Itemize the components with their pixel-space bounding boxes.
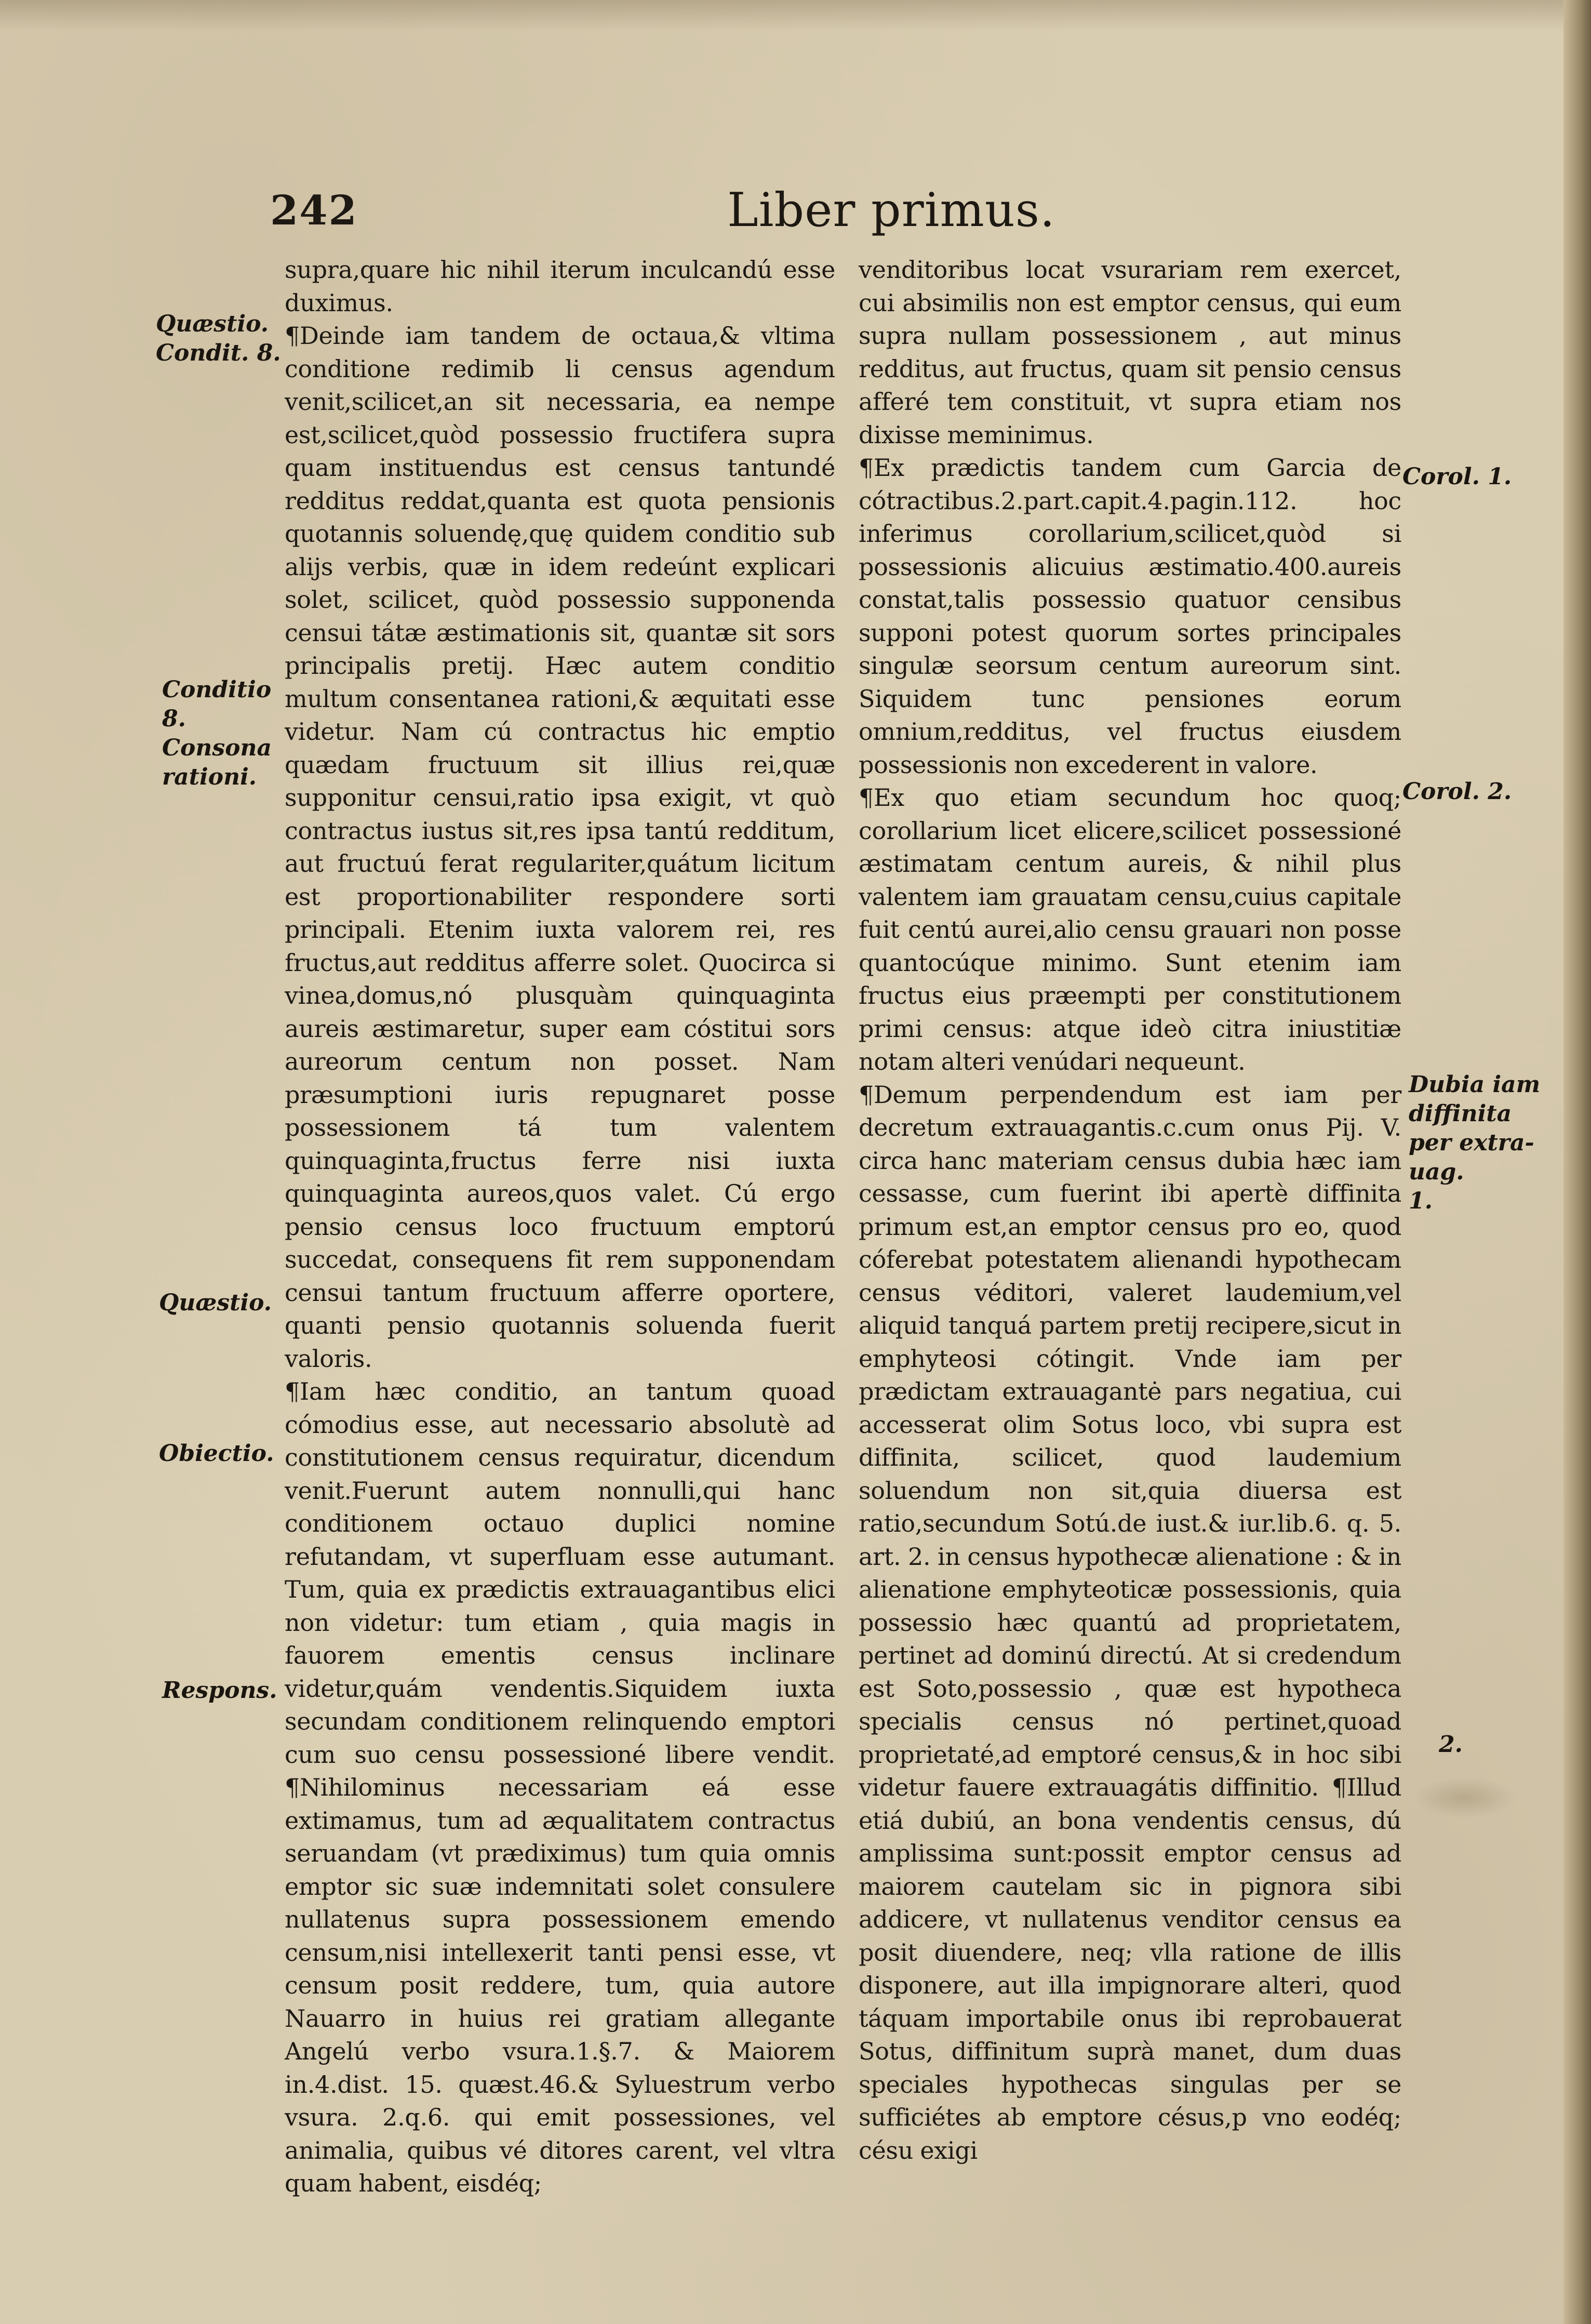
marginal-note: Quæstio. (159, 1290, 272, 1316)
page-edge (1563, 0, 1591, 2324)
marginal-note: Corol. 1. (1402, 463, 1512, 490)
page-number: 242 (270, 187, 358, 234)
paragraph: ¶Demum perpendendum est iam per decretum extrauagantis.c.cum onus Pij. V. circa hanc materiam census dubia hæc iam cessasse, cum fuerint ibi apertè diffinita primum est,an emptor census pro eo, quod cóferebat potestatem alienandi hypothecam census véditori, valeret laudemium,vel aliquid tanquá partem pretij recipere,sicut in emphyteosi cótingit. Vnde iam per prædictam extrauagantė pars negatiua, cui accesserat olim Sotus loco, vbi supra est diffinita, scilicet, quod laudemium soluendum non sit,quia diuersa est ratio,secundum Sotú.de iust.& iur.lib.6. q. 5. art. 2. in census hypothecæ alienatione : & in alienatione emphyteoticæ possessionis, quia possessio hæc quantú ad proprietatem, pertinet ad dominú directú. At si credendum est Soto,possessio , quæ est hypotheca specialis census nó pertinet,quoad proprietaté,ad emptoré census,& in hoc sibi videtur fauere extrauagátis diffinitio. ¶Illud etiá dubiú, an bona vendentis census, dú amplissima sunt:possit emptor census ad maiorem cautelam sic in pignora sibi addicere, vt nullatenus venditor census ea posit diuendere, neq; vlla ratione de illis disponere, aut illa impignorare alteri, quod táquam importabile onus ibi reprobauerat Sotus, diffinitum suprà manet, dum duas speciales hypothecas singulas per se sufficiétes ab emptore césus,p vno eodéq; césu exigi (859, 1080, 1401, 2164)
marginal-note: Respons. (162, 1677, 277, 1704)
page-shading (0, 0, 1591, 31)
running-title: Liber primus. (727, 183, 1055, 237)
running-header (270, 183, 1402, 249)
left-text-column (285, 254, 835, 2197)
paper-stain (1413, 1777, 1517, 1818)
marginal-note: 2. (1439, 1731, 1463, 1758)
paragraph: ¶Ex quo etiam secundum hoc quoq; corollarium licet elicere,scilicet possessioné æstimatam centum aureis, & nihil plus valentem iam grauatam censu,cuius capitale fuit centú aurei,alio censu grauari non posse quantocúque minimo. Sunt etenim iam fructus eius præempti per constitutionem primi census: atque ideò citra iniustitiæ notam alteri venúdari nequeunt. (859, 783, 1401, 1075)
paragraph: supra,quare hic nihil iterum inculcandú esse duximus. (285, 256, 835, 317)
paragraph: ¶Ex prædictis tandem cum Garcia de cótractibus.2.part.capit.4.pagin.112. hoc inferimus corollarium,scilicet,quòd si possessionis alicuius æstimatio.400.aureis constat,talis possessio quatuor censibus supponi potest quorum sortes principales singulæ seorsum centum aureorum sint. Siquidem tunc pensiones eorum omnium,redditus, vel fructus eiusdem possessionis non excederent in valore. (859, 454, 1401, 779)
marginal-note: Quæstio. Condit. 8. (156, 311, 281, 366)
paragraph: ¶Iam hæc conditio, an tantum quoad cómodius esse, aut necessario absolutè ad constitutionem census requiratur, dicendum venit.Fuerunt autem nonnulli,qui hanc conditionem octauo duplici nomine refutandam, vt superfluam esse autumant. Tum, quia ex prædictis extrauagantibus elici non videtur: tum etiam , quia magis in fauorem ementis census inclinare videtur,quám vendentis.Siquidem iuxta secundam conditionem relinquendo emptori cum suo censu possessioné libere vendit. ¶Nihilominus necessariam eá esse extimamus, tum ad æqualitatem contractus seruandam (vt prædiximus) tum quia omnis emptor sic suæ indemnitati solet consulere nullatenus supra possessionem emendo censum,nisi intellexerit tanti pensi esse, vt censum posit reddere, tum, quia autore Nauarro in huius rei gratiam allegante Angelú verbo vsura.1.§.7. & Maiorem in.4.dist. 15. quæst.46.& Syluestrum verbo vsura. 2.q.6. qui emit possessiones, vel animalia, quibus vé ditores carent, vel vltra quam habent, eisdéq; (285, 1377, 835, 2197)
paragraph: ¶Deinde iam tandem de octaua,& vltima conditione redimib li census agendum venit,scilicet,an sit necessaria, ea nempe est,scilicet,quòd possessio fructifera supra quam instituendus est census tantundé redditus reddat,quanta est quota pensionis quotannis soluendę,quę quidem conditio sub alijs verbis, quæ in idem redeúnt explicari solet, scilicet, quòd possessio supponenda censui tátæ æstimationis sit, quantæ sit sors principalis pretij. Hæc autem conditio multum consentanea rationi,& æquitati esse videtur. Nam cú contractus hic emptio quædam fructuum sit illius rei,quæ supponitur censui,ratio ipsa exigit, vt quò contractus iustus sit,res ipsa tantú redditum, aut fructuú ferat regulariter,quátum licitum est proportionabiliter respondere sorti principali. Etenim iuxta valorem rei, res fructus,aut redditus afferre solet. Quocirca si vinea,domus,nó plusquàm quinquaginta aureis æstimaretur, super eam cóstitui sors aureorum centum non posset. Nam præsumptioni iuris repugnaret posse possessionem tá tum valentem quinquaginta,fructus ferre nisi iuxta quinquaginta aureos,quos valet. Cú ergo pensio census loco fructuum emptorú succedat, consequens fit rem supponendam censui tantum fructuum afferre oportere, quanti pensio quotannis soluenda fuerit valoris. (285, 322, 835, 1373)
paragraph: venditoribus locat vsurariam rem exercet, cui absimilis non est emptor census, qui eum supra nullam possessionem , aut minus redditus, aut fructus, quam sit pensio census afferé tem constituit, vt supra etiam nos dixisse meminimus. (859, 256, 1401, 449)
marginal-note: Dubia iam diffinita per extra- uag. 1. (1409, 1071, 1541, 1214)
right-text-column (859, 254, 1401, 2164)
marginal-note: Conditio 8. Consona rationi. (162, 676, 272, 790)
marginal-note: Corol. 2. (1402, 778, 1512, 805)
marginal-note: Obiectio. (159, 1440, 274, 1467)
